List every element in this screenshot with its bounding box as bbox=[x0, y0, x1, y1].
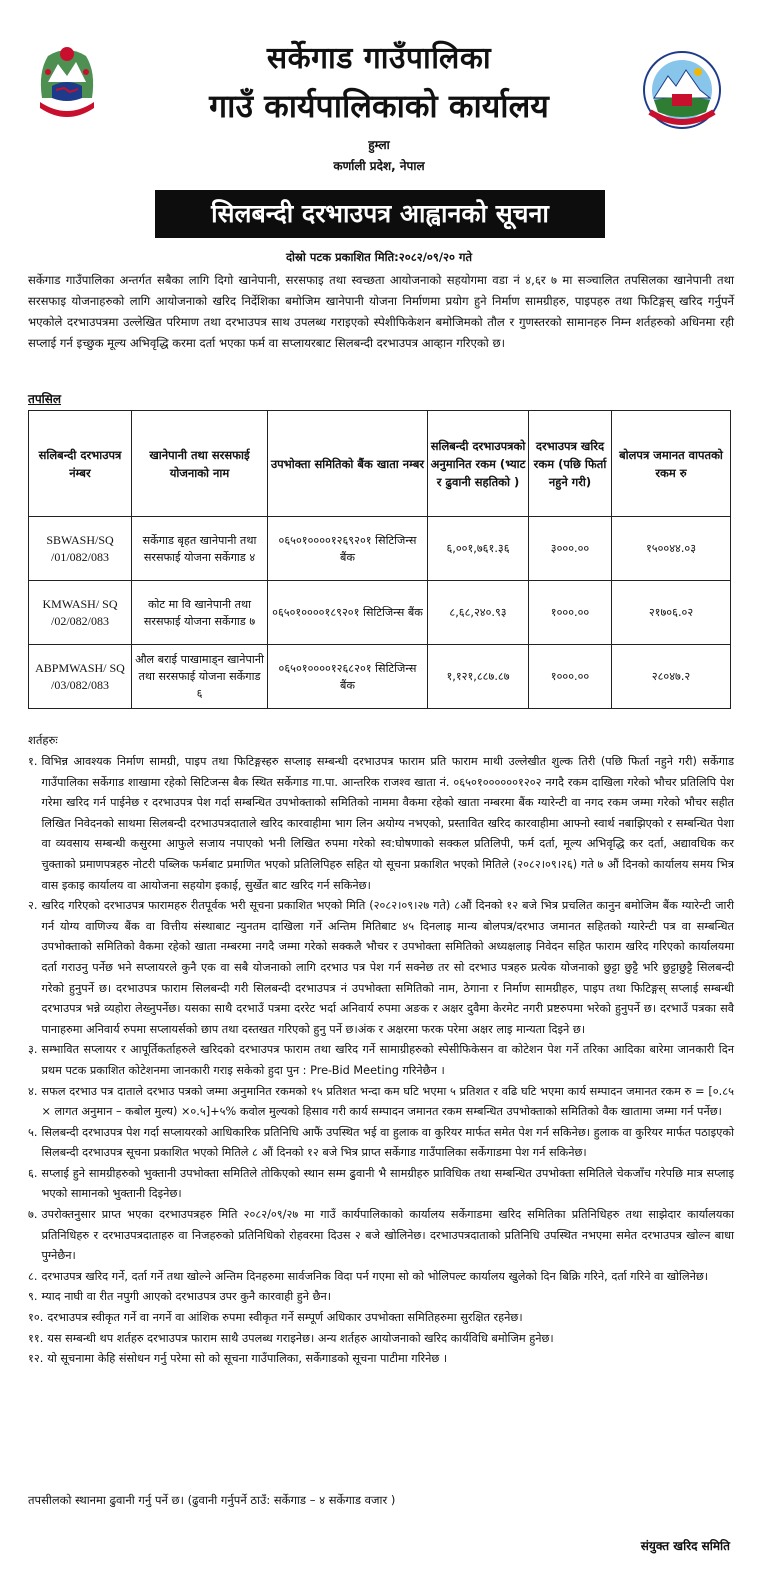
schedule-table bbox=[28, 410, 731, 709]
cell-bid-security: २८०४७.२ bbox=[612, 645, 731, 709]
signature-committee: संयुक्त खरिद समिति bbox=[640, 1539, 730, 1553]
term-item bbox=[28, 1287, 734, 1308]
cell-estimate: १,१२१,८८७.८७ bbox=[428, 645, 529, 709]
cell-bid-number: ABPMWASH/ SQ /03/082/083 bbox=[29, 645, 132, 709]
header-scheme-name: खानेपानी तथा सरसफाई योजनाको नाम bbox=[132, 411, 268, 517]
table-row bbox=[29, 581, 731, 645]
term-number: ३. bbox=[28, 1043, 38, 1057]
term-item bbox=[28, 1123, 734, 1164]
term-item bbox=[28, 1040, 734, 1081]
header-estimate: सलिबन्दी दरभाउपत्रको अनुमानित रकम (भ्याट र ढुवानी सहतिको ) bbox=[428, 411, 529, 517]
term-item bbox=[28, 1329, 734, 1350]
intro-paragraph: सर्केगाड गाउँपालिका अन्तर्गत सबैका लागि दिगो खानेपानी, सरसफाइ तथा स्वच्छता आयोजनाको सहयोगमा वडा नं ४,६र ७ मा सञ्चालित तपसिलका खानेपानी तथा सरसफाइ योजनाहरुको लागि आयोजनाको खरिद निर्देशिका बमोजिम खानेपानी योजना निर्माणमा प्रयोग हुने निर्माण सामग्रीहरु, पाइपहरु तथा फिटिङ्गस् खरिद गर्नुपर्ने भएकोले दरभाउपत्रमा उल्लेखित परिमाण तथा दरभाउपत्र साथ उपलब्ध गराइएको स्पेशीफिकेशन बमोजिमको तौल र गुणस्तरको सामानहरु निम्न शर्तहरुको अधिनमा रही सप्लाई गर्न इच्छुक मूल्य अभिवृद्धि करमा दर्ता भएका फर्म वा सप्लायरबाट सिलबन्दी दरभाउपत्र आव्हान गरिएको छ। bbox=[28, 273, 734, 350]
cell-bid-number: KMWASH/ SQ /02/082/083 bbox=[29, 581, 132, 645]
cell-form-fee: ३०००.०० bbox=[529, 517, 612, 581]
province-name: कर्णाली प्रदेश, नेपाल bbox=[333, 159, 425, 173]
term-number: १२. bbox=[28, 1352, 44, 1366]
district-name: हुम्ला bbox=[368, 138, 390, 152]
municipality-logo-icon bbox=[642, 50, 722, 130]
cell-estimate: ८,६८,२४०.९३ bbox=[428, 581, 529, 645]
cell-bank-account: ०६५०१००००१२६९२०१ सिटिजिन्स बैंक bbox=[268, 517, 428, 581]
term-text: उपरोक्तनुसार प्राप्त भएका दरभाउपत्रहरु मिति २०८२/०९/२७ मा गाउँ कार्यपालिकाको कार्यालय सर्केगाडमा खरिद समितिका प्रतिनिधिहरु तथा साझेदार कार्यालयका प्रतिनिधिहरु र दरभाउपत्रदाताहरु वा निजहरुको प्रतिनिधिको रोहवरमा दिउस २ बजे खोलिनेछ। दरभाउपत्रदाताको प्रतिनिधि उपस्थित नभएमा समेत दरभाउपत्र खोल्न बाधा पुग्नेछैन। bbox=[41, 1208, 734, 1263]
term-item bbox=[28, 1205, 734, 1267]
term-item bbox=[28, 896, 734, 1040]
header-form-fee: दरभाउपत्र खरिद रकम (पछि फिर्ता नहुने गरी) bbox=[529, 411, 612, 517]
cell-bid-security: १५००४४.०३ bbox=[612, 517, 731, 581]
header-bid-security: बोलपत्र जमानत वापतको रकम रु bbox=[612, 411, 731, 517]
cell-bid-number: SBWASH/SQ /01/082/083 bbox=[29, 517, 132, 581]
header-bank-account: उपभोक्ता समितिको बैंक खाता नम्बर bbox=[268, 411, 428, 517]
cell-bid-security: २१७०६.०२ bbox=[612, 581, 731, 645]
cell-scheme-name: सर्केगाड बृहत खानेपानी तथा सरसफाई योजना सर्केगाड ४ bbox=[132, 517, 268, 581]
cell-scheme-name: औल बराई पाखामाड्न खानेपानी तथा सरसफाई योजना सर्केगाड ६ bbox=[132, 645, 268, 709]
term-text: विभिन्न आवश्यक निर्माण सामग्री, पाइप तथा फिटिङ्गस्हरु सप्लाइ सम्बन्धी दरभाउपत्र फाराम प्रति फाराम माथी उल्लेखीत शुल्क तिरी (पछि फिर्ता नहुने गरी) सर्केगाड गाउँपालिका सर्केगाड शाखामा रहेको सिटिजन्स बैक स्थित सर्केगाड गा.पा. आन्तरिक राजश्व खाता नं. ०६५०१००००००१२०२ नगदै रकम दाखिला गरेको भौचर प्रतिलिपि पेश गरेमा खरिद गर्न पाईनेछ र दरभाउपत्र पेश गर्दा सम्बन्धित उपभोक्ताको समितिको नाममा वैकमा रहेको खाता नम्बरमा बैंक ग्यारेन्टी वा नगद रकम जम्मा गरेको भौचर सहीत लिखित निवेदनको साथमा सिलबन्दी दरभाउपत्रदाताले खरिद कारवाहीमा भाग लिन अयोग्य नभएको, प्रस्तावित खरिद कारवाहीमा आफ्नो स्वार्थ नबाझिएको र सम्बन्धित पेशा वा व्यवसाय सम्बन्धी कसुरमा आफुले सजाय नपाएको भनी लिखित रुपमा गरेको स्व:घोषणाको सक्कल प्रतिलिपी, फर्म दर्ता, मूल्य अभिवृद्धि कर दर्ता, अद्यावधिक कर चुक्ताको प्रमाणपत्रहरु नोटरी पब्लिक फर्मबाट प्रमाणित भएको प्रतिलिपिहरु सहित यो सूचना प्रकाशित भएको मितिले (२०८२।०९।२६) गते ७ औं दिनको कार्यालय समय भित्र वास इकाइ कार्यालय वा आयोजना सहयोग इकाई, सुर्खेत बाट खरिद गर्न सकिनेछ। bbox=[41, 755, 734, 892]
cell-estimate: ६,००१,७६१.३६ bbox=[428, 517, 529, 581]
cell-form-fee: १०००.०० bbox=[529, 645, 612, 709]
term-number: ७. bbox=[28, 1208, 38, 1222]
term-text: सम्भावित सप्लायर र आपूर्तिकर्ताहरुले खरिदको दरभाउपत्र फाराम तथा खरिद गर्ने सामाग्रीहरुको स्पेसीफिकेसन वा कोटेशन पेश गर्ने तरिका आदिका बारेमा जानकारी दिन प्रथम पटक प्रकाशित कोटेशनमा जानकारी गराइ सकेको हुदा पुन : Pre-Bid Meeting गरिनेछैन । bbox=[41, 1043, 734, 1077]
table-row bbox=[29, 645, 731, 709]
term-item bbox=[28, 752, 734, 896]
term-number: ५. bbox=[28, 1125, 38, 1139]
table-row bbox=[29, 517, 731, 581]
schedule-label: तपसिल bbox=[28, 392, 62, 406]
term-number: ४. bbox=[28, 1084, 38, 1098]
term-text: सप्लाई हुने सामग्रीहरुको भुक्तानी उपभोक्ता समितिले तोकिएको स्थान सम्म ढुवानी भै सामग्रीहरु प्राविधिक तथा सम्बन्धित उपभोक्ता समितिले चेकजाँच गरेपछि मात्र सप्लाइ भएको सामानको भुक्तानी दिइनेछ। bbox=[41, 1166, 734, 1201]
municipality-name: सर्केगाड गाउँपालिका bbox=[266, 41, 492, 76]
term-number: ११. bbox=[28, 1331, 44, 1345]
table-header-row bbox=[29, 411, 731, 517]
term-text: दरभाउपत्र स्वीकृत गर्ने वा नगर्ने वा आंशिक रुपमा स्वीकृत गर्ने सम्पूर्ण अधिकार उपभोक्ता समितिहरुमा सुरक्षित रहनेछ। bbox=[47, 1311, 523, 1325]
term-text: दरभाउपत्र खरिद गर्ने, दर्ता गर्ने तथा खोल्ने अन्तिम दिनहरुमा सार्वजनिक विदा पर्न गएमा सो को भोलिपल्ट कार्यालय खुलेको दिन बिक्रि गरिने, दर्ता गरिने वा खोलिनेछ। bbox=[41, 1269, 709, 1283]
delivery-note: तपसीलको स्थानमा ढुवानी गर्नु पर्ने छ। (ढुवानी गर्नुपर्ने ठाउँ: सर्केगाड – ४ सर्केगाड वजार ) bbox=[28, 1493, 396, 1507]
term-text: यो सूचनामा केहि संसोधन गर्नु परेमा सो को सूचना गाउँपालिका, सर्केगाडको सूचना पाटीमा गरिनेछ । bbox=[47, 1352, 448, 1366]
term-text: म्याद नाघी वा रीत नपुगी आएको दरभाउपत्र उपर कुनै कारवाही हुने छैन। bbox=[41, 1290, 332, 1304]
cell-bank-account: ०६५०१००००१८९२०१ सिटिजिन्स बैंक bbox=[268, 581, 428, 645]
schedule-table-container bbox=[28, 410, 730, 709]
term-text: यस सम्बन्धी थप शर्तहरु दरभाउपत्र फाराम साथै उपलब्ध गराइनेछ। अन्य शर्तहरु आयोजनाको खरिद कार्यविधि बमोजिम हुनेछ। bbox=[47, 1331, 554, 1345]
term-number: २. bbox=[28, 899, 38, 913]
office-name: गाउँ कार्यपालिकाको कार्यालय bbox=[209, 87, 549, 125]
term-item bbox=[28, 1164, 734, 1205]
term-number: १०. bbox=[28, 1311, 44, 1325]
term-number: ८. bbox=[28, 1269, 38, 1283]
term-item bbox=[28, 1082, 734, 1123]
cell-bank-account: ०६५०१००००१२६८२०१ सिटिजिन्स बैंक bbox=[268, 645, 428, 709]
term-item bbox=[28, 1349, 734, 1370]
header-bid-number: सलिबन्दी दरभाउपत्र नंम्बर bbox=[29, 411, 132, 517]
term-item bbox=[28, 1267, 734, 1288]
term-number: ६. bbox=[28, 1166, 38, 1180]
term-text: सफल दरभाउ पत्र दाताले दरभाउ पत्रको जम्मा अनुमानित रकमको १५ प्रतिशत भन्दा कम घटि भएमा ५ प्रतिशत र वढि घटि भएमा कार्य सम्पादन जमानत रकम रु = [०.८५ × लागत अनुमान – कबोल मुल्य) ×०.५]+५% कवोल मुल्यको हिसाव गरी कार्य सम्पादन जमानत रकम सम्बन्धित उपभोक्ताको समितिको वैक खातामा जम्मा गर्न पर्नेछ। bbox=[41, 1084, 734, 1119]
term-text: खरिद गरिएको दरभाउपत्र फारामहरु रीतपूर्वक भरी सूचना प्रकाशित भएको मिति (२०८२।०९।२७ गते) ८औं दिनको १२ बजे भित्र प्रचलित कानुन बमोजिम बैंक ग्यारेन्टी जारी गर्न योग्य वाणिज्य बैंक वा वित्तीय संस्थाबाट न्युनतम दाखिला गर्ने अन्तिम मितिबाट ४५ दिनलाइ मान्य बोलपत्र/दरभाउ जमानत सहितको ग्यारेन्टी पत्र वा सम्बन्धित उपभोक्ताको समितिको वैकमा रहेको खाता नम्बरमा नगदै जम्मा गरेको सक्कलै भौचर र उपभोक्ता समितिको अध्यक्षलाइ निवेदन सहित फाराम खरिद गरिएको कार्यालयमा दर्ता गराउनु पर्नेछ भने सप्लायरले कुनै एक वा सबै योजनाको लागि दरभाउ पत्र पेश गर्न सक्नेछ तर सो दरभाउ पत्रहरु प्रत्येक योजनाको छुट्टा छुट्टै भरि छुट्टाछुट्टै सिलबन्दी गरेको हुनुपर्ने छ। दरभाउपत्र फाराम सिलबन्दी गरी सिलबन्दी दरभाउपत्र नं उपभोक्ता समितिको नाम, ठेगाना र निर्माण सामग्रीहरु, पाइप तथा फिटिङ्गस् सप्लाई सम्बन्धी दरभाउपत्र भन्ने व्यहोरा लेख्नुपर्नेछ। यसका साथै दरभाउँ पत्रमा दररेट भर्दा अनिवार्य रुपमा अङक र अक्षर दुवैमा केरमेट नगरी प्रष्टरुपमा भरेको हुनुपर्ने छ। दरभाउँ पत्रका सवै पानाहरुमा अनिवार्य रुपमा सप्लायर्सको छाप तथा दस्तखत गरिएको हुनु पर्ने छ।अंक र अक्षरमा फरक परेमा अक्षर लाइ मान्यता दिइने छ। bbox=[41, 899, 734, 1036]
terms-list bbox=[28, 752, 734, 1370]
term-item bbox=[28, 1308, 734, 1329]
term-number: १. bbox=[28, 755, 38, 768]
term-text: सिलबन्दी दरभाउपत्र पेश गर्दा सप्लायरको आधिकारिक प्रतिनिधि आफैं उपस्थित भई वा हुलाक वा कुरियर मार्फत समेत पेश गर्न सकिनेछ। हुलाक वा कुरियर मार्फत पठाइएको सिलबन्दी दरभाउपत्र सूचना प्रकाशित भएको मितिले ८ औं दिनको १२ बजे भित्र प्राप्त सर्केगाड गाउँपालिका सर्केगाडमा पेश गर्न सकिनेछ। bbox=[41, 1125, 734, 1160]
cell-scheme-name: कोट मा वि खानेपानी तथा सरसफाई योजना सर्केगाड ७ bbox=[132, 581, 268, 645]
term-number: ९. bbox=[28, 1290, 38, 1304]
publication-date: दोस्रो पटक प्रकाशित मिति:२०८२/०९/२० गते bbox=[285, 250, 473, 264]
header bbox=[0, 0, 758, 190]
notice-title-banner: सिलबन्दी दरभाउपत्र आह्वानको सूचना bbox=[155, 190, 605, 238]
terms-heading: शर्तहरुः bbox=[28, 733, 58, 747]
cell-form-fee: १०००.०० bbox=[529, 581, 612, 645]
